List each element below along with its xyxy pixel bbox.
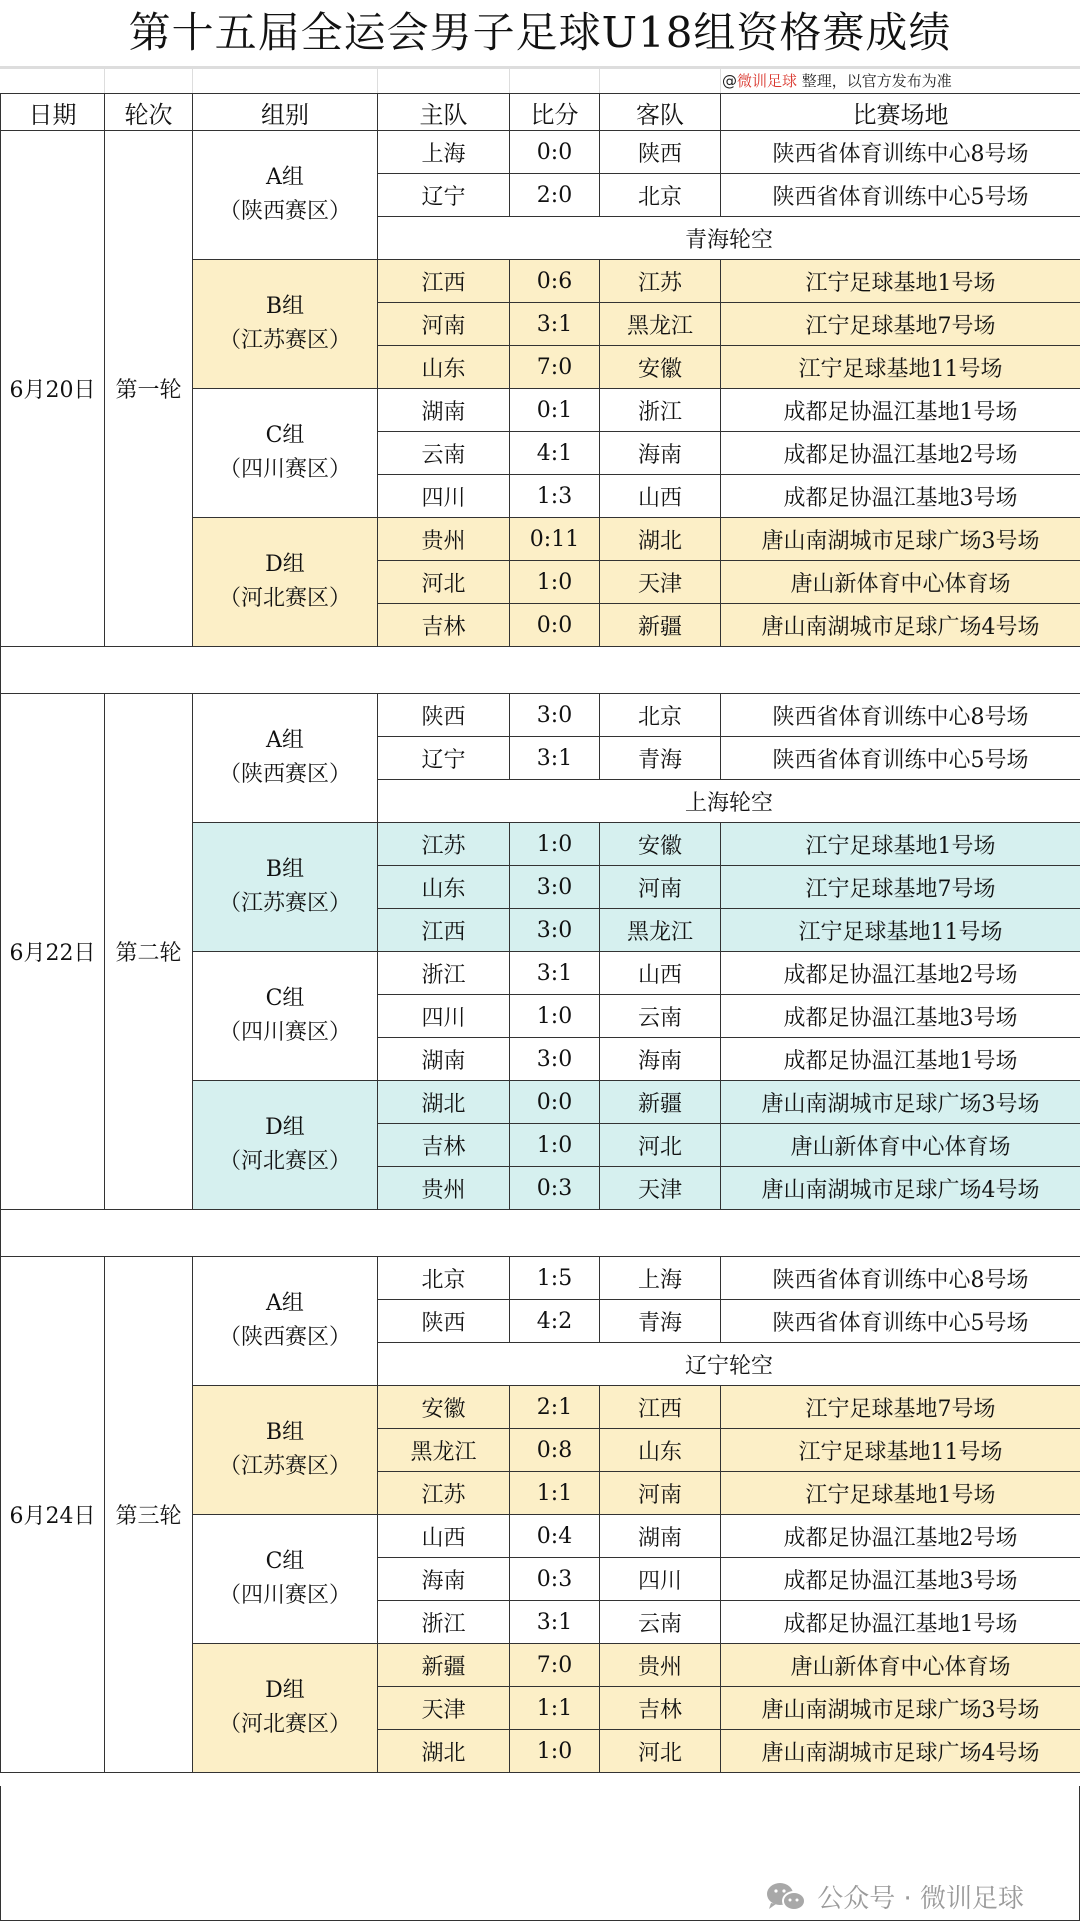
away-cell: 北京 (600, 694, 721, 737)
column-header: 组别 (193, 94, 378, 131)
venue-cell: 成都足协温江基地1号场 (721, 389, 1080, 432)
score-cell: 1:1 (510, 1472, 600, 1515)
score-cell: 3:0 (510, 694, 600, 737)
venue-cell: 江宁足球基地1号场 (721, 1472, 1080, 1515)
group-cell (193, 952, 378, 1081)
group-name: D组 (265, 1678, 305, 1703)
away-cell: 河北 (600, 1124, 721, 1167)
venue-cell: 江宁足球基地7号场 (721, 866, 1080, 909)
group-cell (193, 1644, 378, 1773)
venue-cell: 唐山新体育中心体育场 (721, 561, 1080, 604)
group-cell (193, 260, 378, 389)
home-cell: 山西 (378, 1515, 510, 1558)
score-cell: 1:0 (510, 561, 600, 604)
home-cell: 江西 (378, 260, 510, 303)
venue-cell: 江宁足球基地7号场 (721, 303, 1080, 346)
group-region: （陕西赛区） (218, 199, 351, 224)
home-cell: 上海 (378, 131, 510, 174)
group-name: B组 (265, 857, 305, 882)
score-cell: 0:3 (510, 1167, 600, 1210)
bye-cell: 青海轮空 (378, 217, 1080, 260)
away-cell: 河北 (600, 1730, 721, 1773)
away-cell: 吉林 (600, 1687, 721, 1730)
group-region: （四川赛区） (218, 1583, 351, 1608)
home-cell: 天津 (378, 1687, 510, 1730)
group-cell (193, 1257, 378, 1386)
score-cell: 1:0 (510, 995, 600, 1038)
away-cell: 青海 (600, 1300, 721, 1343)
away-cell: 新疆 (600, 1081, 721, 1124)
venue-cell: 唐山南湖城市足球广场4号场 (721, 604, 1080, 647)
score-cell: 0:6 (510, 260, 600, 303)
venue-cell: 唐山新体育中心体育场 (721, 1124, 1080, 1167)
venue-cell: 成都足协温江基地2号场 (721, 1515, 1080, 1558)
home-cell: 辽宁 (378, 737, 510, 780)
home-cell: 安徽 (378, 1386, 510, 1429)
venue-cell: 成都足协温江基地2号场 (721, 952, 1080, 995)
venue-cell: 陕西省体育训练中心8号场 (721, 694, 1080, 737)
score-cell: 7:0 (510, 1644, 600, 1687)
group-region: （四川赛区） (218, 1020, 351, 1045)
home-cell: 辽宁 (378, 174, 510, 217)
group-cell (193, 694, 378, 823)
away-cell: 山东 (600, 1429, 721, 1472)
venue-cell: 江宁足球基地11号场 (721, 1429, 1080, 1472)
group-cell (193, 1081, 378, 1210)
score-cell: 7:0 (510, 346, 600, 389)
column-header: 主队 (378, 94, 510, 131)
score-cell: 3:1 (510, 952, 600, 995)
away-cell: 浙江 (600, 389, 721, 432)
group-region: （陕西赛区） (218, 762, 351, 787)
credit-text: 整理，以官方发布为准 (797, 72, 952, 90)
score-cell: 3:0 (510, 866, 600, 909)
round-cell: 第一轮 (105, 131, 193, 647)
score-cell: 2:1 (510, 1386, 600, 1429)
home-cell: 贵州 (378, 1167, 510, 1210)
spacer-cell (1, 647, 1080, 694)
home-cell: 湖南 (378, 1038, 510, 1081)
credit-note (722, 71, 952, 91)
bye-cell: 辽宁轮空 (378, 1343, 1080, 1386)
away-cell: 湖北 (600, 518, 721, 561)
home-cell: 山东 (378, 866, 510, 909)
group-cell (193, 389, 378, 518)
header-row (1, 94, 1080, 131)
home-cell: 黑龙江 (378, 1429, 510, 1472)
score-cell: 0:0 (510, 604, 600, 647)
home-cell: 北京 (378, 1257, 510, 1300)
group-name: D组 (265, 552, 305, 577)
home-cell: 湖南 (378, 389, 510, 432)
venue-cell: 江宁足球基地7号场 (721, 1386, 1080, 1429)
credit-brand: 微训足球 (737, 72, 798, 90)
venue-cell: 陕西省体育训练中心8号场 (721, 1257, 1080, 1300)
home-cell: 陕西 (378, 1300, 510, 1343)
venue-cell: 唐山南湖城市足球广场3号场 (721, 1687, 1080, 1730)
score-cell: 1:1 (510, 1687, 600, 1730)
group-cell (193, 518, 378, 647)
group-region: （河北赛区） (218, 1712, 351, 1737)
away-cell: 河南 (600, 1472, 721, 1515)
group-name: A组 (266, 1291, 304, 1316)
group-region: （陕西赛区） (218, 1325, 351, 1350)
group-name: A组 (266, 728, 304, 753)
away-cell: 山西 (600, 952, 721, 995)
results-table (0, 93, 1080, 1773)
column-header: 日期 (1, 94, 105, 131)
column-header: 比赛场地 (721, 94, 1080, 131)
away-cell: 湖南 (600, 1515, 721, 1558)
score-cell: 0:0 (510, 1081, 600, 1124)
match-row (1, 694, 1080, 737)
group-region: （河北赛区） (218, 586, 351, 611)
away-cell: 黑龙江 (600, 303, 721, 346)
score-cell: 1:0 (510, 823, 600, 866)
venue-cell: 唐山南湖城市足球广场3号场 (721, 518, 1080, 561)
away-cell: 云南 (600, 995, 721, 1038)
footer-area (0, 1786, 1080, 1921)
away-cell: 四川 (600, 1558, 721, 1601)
away-cell: 新疆 (600, 604, 721, 647)
score-cell: 3:0 (510, 909, 600, 952)
away-cell: 山西 (600, 475, 721, 518)
home-cell: 江苏 (378, 1472, 510, 1515)
venue-cell: 唐山南湖城市足球广场3号场 (721, 1081, 1080, 1124)
venue-cell: 成都足协温江基地3号场 (721, 1558, 1080, 1601)
score-cell: 0:4 (510, 1515, 600, 1558)
away-cell: 云南 (600, 1601, 721, 1644)
venue-cell: 唐山南湖城市足球广场4号场 (721, 1167, 1080, 1210)
date-cell: 6月22日 (1, 694, 105, 1210)
group-cell (193, 131, 378, 260)
home-cell: 湖北 (378, 1081, 510, 1124)
home-cell: 贵州 (378, 518, 510, 561)
score-cell: 0:11 (510, 518, 600, 561)
venue-cell: 成都足协温江基地1号场 (721, 1038, 1080, 1081)
venue-cell: 陕西省体育训练中心5号场 (721, 174, 1080, 217)
away-cell: 黑龙江 (600, 909, 721, 952)
group-name: D组 (265, 1115, 305, 1140)
away-cell: 海南 (600, 432, 721, 475)
credit-row (0, 69, 1080, 93)
watermark-text: 公众号 · 微训足球 (817, 1884, 1024, 1914)
away-cell: 海南 (600, 1038, 721, 1081)
home-cell: 新疆 (378, 1644, 510, 1687)
home-cell: 陕西 (378, 694, 510, 737)
score-cell: 0:1 (510, 389, 600, 432)
score-cell: 1:5 (510, 1257, 600, 1300)
venue-cell: 陕西省体育训练中心8号场 (721, 131, 1080, 174)
venue-cell: 成都足协温江基地1号场 (721, 1601, 1080, 1644)
home-cell: 河北 (378, 561, 510, 604)
venue-cell: 陕西省体育训练中心5号场 (721, 737, 1080, 780)
group-name: A组 (266, 165, 304, 190)
venue-cell: 唐山新体育中心体育场 (721, 1644, 1080, 1687)
away-cell: 贵州 (600, 1644, 721, 1687)
away-cell: 河南 (600, 866, 721, 909)
score-cell: 3:1 (510, 737, 600, 780)
away-cell: 天津 (600, 561, 721, 604)
group-cell (193, 1386, 378, 1515)
date-cell: 6月20日 (1, 131, 105, 647)
column-header: 轮次 (105, 94, 193, 131)
home-cell: 海南 (378, 1558, 510, 1601)
away-cell: 上海 (600, 1257, 721, 1300)
spacer-row (1, 647, 1080, 694)
column-header: 客队 (600, 94, 721, 131)
away-cell: 青海 (600, 737, 721, 780)
venue-cell: 江宁足球基地1号场 (721, 260, 1080, 303)
home-cell: 江苏 (378, 823, 510, 866)
score-cell: 0:0 (510, 131, 600, 174)
venue-cell: 江宁足球基地11号场 (721, 346, 1080, 389)
home-cell: 湖北 (378, 1730, 510, 1773)
away-cell: 安徽 (600, 823, 721, 866)
group-region: （四川赛区） (218, 457, 351, 482)
home-cell: 四川 (378, 995, 510, 1038)
venue-cell: 成都足协温江基地3号场 (721, 475, 1080, 518)
home-cell: 浙江 (378, 1601, 510, 1644)
wechat-icon (765, 1880, 807, 1914)
away-cell: 天津 (600, 1167, 721, 1210)
match-row (1, 1257, 1080, 1300)
group-region: （江苏赛区） (218, 1454, 351, 1479)
group-name: C组 (265, 986, 305, 1011)
home-cell: 云南 (378, 432, 510, 475)
score-cell: 0:8 (510, 1429, 600, 1472)
group-region: （江苏赛区） (218, 328, 351, 353)
home-cell: 河南 (378, 303, 510, 346)
group-region: （河北赛区） (218, 1149, 351, 1174)
venue-cell: 陕西省体育训练中心5号场 (721, 1300, 1080, 1343)
venue-cell: 江宁足球基地11号场 (721, 909, 1080, 952)
home-cell: 吉林 (378, 604, 510, 647)
group-name: C组 (265, 423, 305, 448)
home-cell: 吉林 (378, 1124, 510, 1167)
match-row (1, 131, 1080, 174)
watermark (765, 1878, 1024, 1915)
away-cell: 陕西 (600, 131, 721, 174)
score-cell: 3:1 (510, 303, 600, 346)
away-cell: 江西 (600, 1386, 721, 1429)
group-region: （江苏赛区） (218, 891, 351, 916)
away-cell: 江苏 (600, 260, 721, 303)
score-cell: 4:2 (510, 1300, 600, 1343)
bye-cell: 上海轮空 (378, 780, 1080, 823)
score-cell: 0:3 (510, 1558, 600, 1601)
group-cell (193, 1515, 378, 1644)
venue-cell: 成都足协温江基地3号场 (721, 995, 1080, 1038)
home-cell: 山东 (378, 346, 510, 389)
venue-cell: 唐山南湖城市足球广场4号场 (721, 1730, 1080, 1773)
spacer-row (1, 1210, 1080, 1257)
column-header: 比分 (510, 94, 600, 131)
group-name: C组 (265, 1549, 305, 1574)
group-name: B组 (265, 1420, 305, 1445)
score-cell: 1:0 (510, 1124, 600, 1167)
home-cell: 四川 (378, 475, 510, 518)
score-cell: 2:0 (510, 174, 600, 217)
score-cell: 1:3 (510, 475, 600, 518)
page-title: 第十五届全运会男子足球U18组资格赛成绩 (0, 0, 1080, 69)
round-cell: 第三轮 (105, 1257, 193, 1773)
home-cell: 江西 (378, 909, 510, 952)
home-cell: 浙江 (378, 952, 510, 995)
score-cell: 3:0 (510, 1038, 600, 1081)
away-cell: 北京 (600, 174, 721, 217)
score-cell: 1:0 (510, 1730, 600, 1773)
group-name: B组 (265, 294, 305, 319)
score-cell: 4:1 (510, 432, 600, 475)
away-cell: 安徽 (600, 346, 721, 389)
credit-at: @ (722, 72, 737, 90)
spacer-cell (1, 1210, 1080, 1257)
venue-cell: 江宁足球基地1号场 (721, 823, 1080, 866)
round-cell: 第二轮 (105, 694, 193, 1210)
venue-cell: 成都足协温江基地2号场 (721, 432, 1080, 475)
group-cell (193, 823, 378, 952)
score-cell: 3:1 (510, 1601, 600, 1644)
date-cell: 6月24日 (1, 1257, 105, 1773)
